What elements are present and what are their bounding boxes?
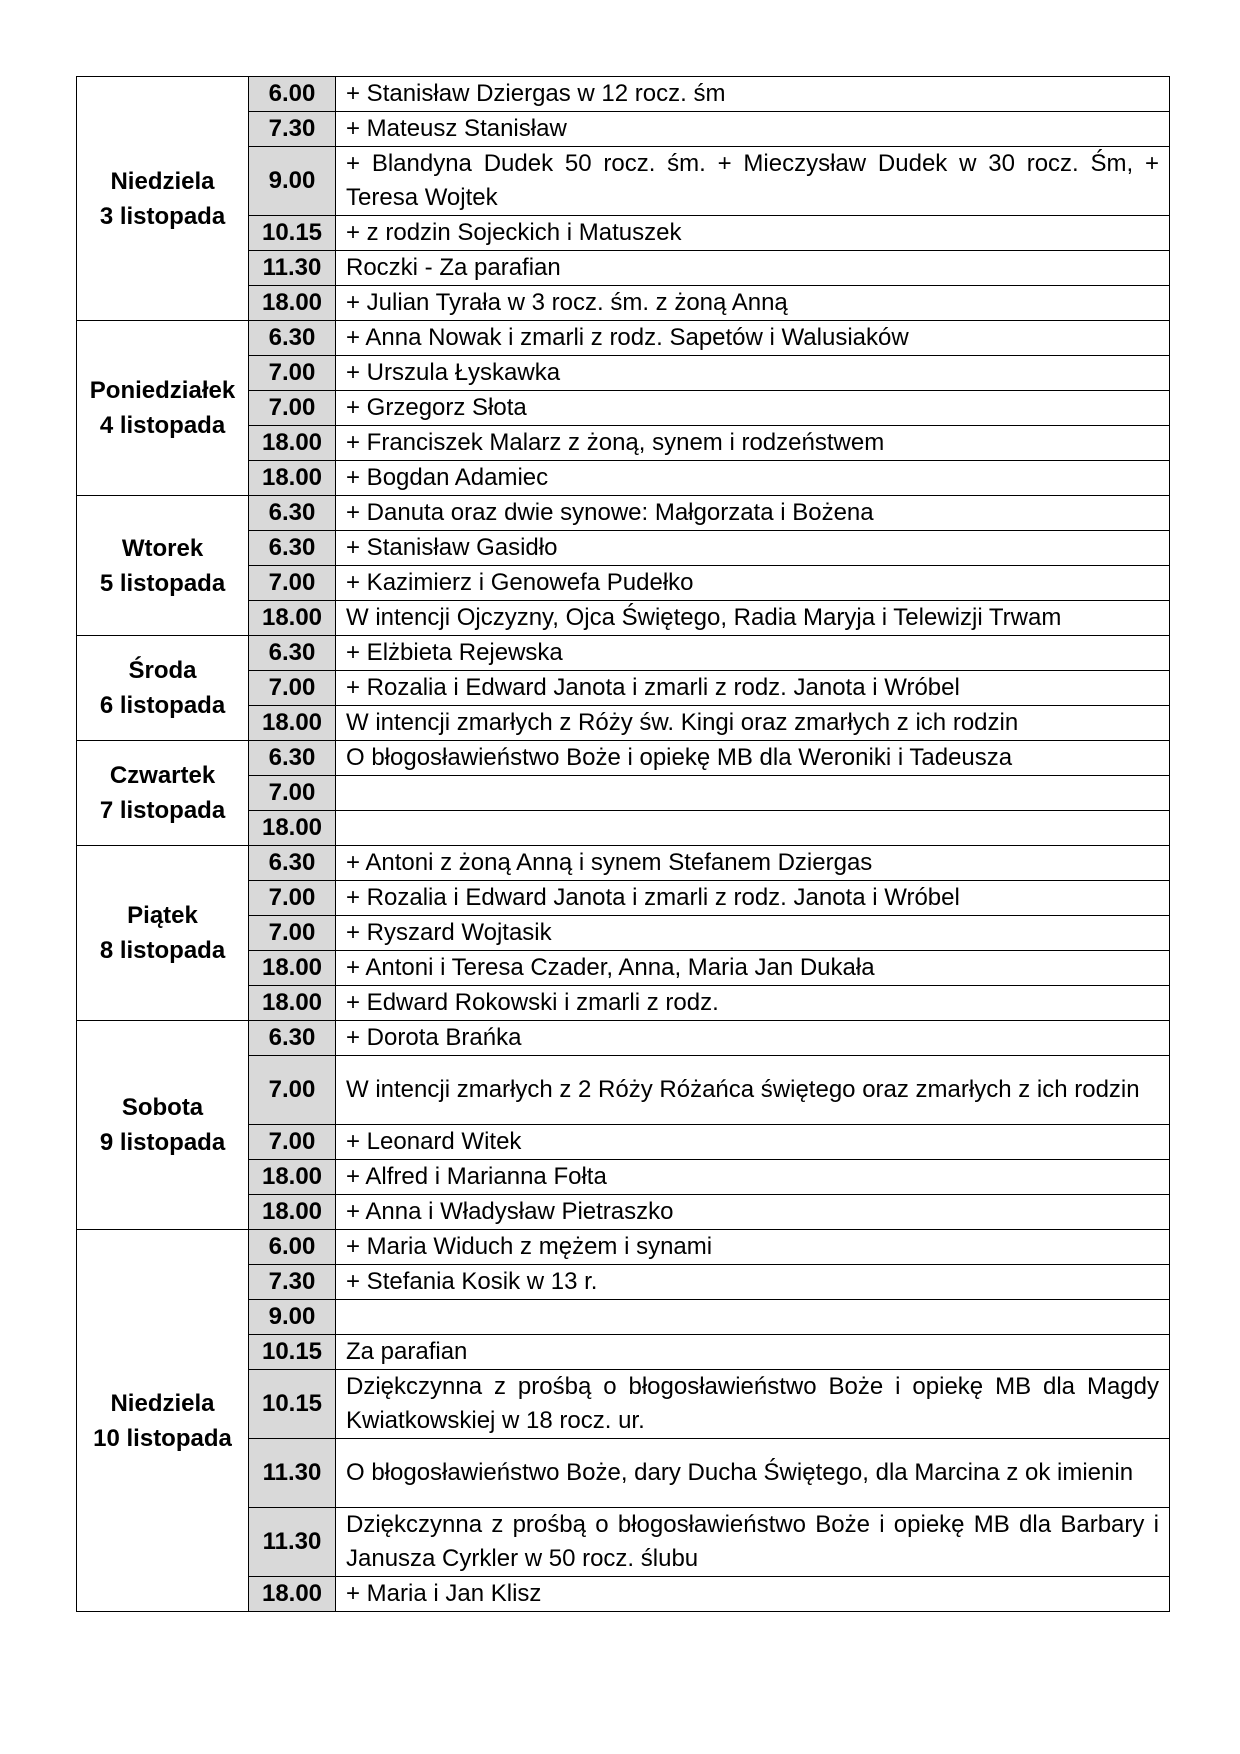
mass-intention: O błogosławieństwo Boże, dary Ducha Świętego, dla Marcina z ok imienin (336, 1439, 1170, 1508)
mass-time: 18.00 (249, 601, 336, 636)
mass-time: 7.00 (249, 776, 336, 811)
mass-intention: + Alfred i Marianna Fołta (336, 1160, 1170, 1195)
mass-time: 10.15 (249, 1335, 336, 1370)
day-cell (77, 321, 249, 496)
mass-intention: + Edward Rokowski i zmarli z rodz. (336, 986, 1170, 1021)
mass-time: 7.00 (249, 1056, 336, 1125)
mass-time: 7.30 (249, 112, 336, 147)
mass-intention: Dziękczynna z prośbą o błogosławieństwo Boże i opiekę MB dla Magdy Kwiatkowskiej w 18 rocz. ur. (336, 1370, 1170, 1439)
mass-time: 7.00 (249, 881, 336, 916)
mass-time: 18.00 (249, 461, 336, 496)
mass-intention: + Dorota Brańka (336, 1021, 1170, 1056)
mass-intention: + Leonard Witek (336, 1125, 1170, 1160)
day-date: 9 listopada (99, 1129, 226, 1156)
mass-time: 11.30 (249, 251, 336, 286)
mass-intention: Roczki - Za parafian (336, 251, 1170, 286)
mass-intention: O błogosławieństwo Boże i opiekę MB dla Weroniki i Tadeusza (336, 741, 1170, 776)
day-name: Środa (128, 657, 197, 684)
mass-intention: + Urszula Łyskawka (336, 356, 1170, 391)
mass-time: 6.30 (249, 846, 336, 881)
mass-intention: + z rodzin Sojeckich i Matuszek (336, 216, 1170, 251)
mass-row (77, 741, 1170, 776)
mass-time: 18.00 (249, 986, 336, 1021)
mass-intention: + Bogdan Adamiec (336, 461, 1170, 496)
mass-time: 6.30 (249, 1021, 336, 1056)
mass-time: 18.00 (249, 426, 336, 461)
day-cell (77, 496, 249, 636)
mass-intention: + Stanisław Dziergas w 12 rocz. śm (336, 77, 1170, 112)
mass-time: 6.30 (249, 531, 336, 566)
mass-intention (336, 811, 1170, 846)
mass-intention: + Anna Nowak i zmarli z rodz. Sapetów i Walusiaków (336, 321, 1170, 356)
day-date: 4 listopada (99, 412, 226, 439)
mass-time: 18.00 (249, 811, 336, 846)
mass-intention (336, 776, 1170, 811)
mass-intention: + Julian Tyrała w 3 rocz. śm. z żoną Anną (336, 286, 1170, 321)
mass-time: 18.00 (249, 1577, 336, 1612)
day-cell (77, 77, 249, 321)
mass-time: 10.15 (249, 1370, 336, 1439)
mass-time: 6.30 (249, 321, 336, 356)
mass-intention: + Mateusz Stanisław (336, 112, 1170, 147)
mass-time: 7.00 (249, 671, 336, 706)
mass-row (77, 321, 1170, 356)
day-name: Piątek (127, 902, 198, 929)
mass-time: 18.00 (249, 1195, 336, 1230)
mass-intention: + Elżbieta Rejewska (336, 636, 1170, 671)
mass-time: 11.30 (249, 1508, 336, 1577)
mass-intention: W intencji zmarłych z Róży św. Kingi oraz zmarłych z ich rodzin (336, 706, 1170, 741)
day-date: 6 listopada (99, 692, 226, 719)
mass-time: 10.15 (249, 216, 336, 251)
mass-intention: + Stefania Kosik w 13 r. (336, 1265, 1170, 1300)
day-date: 8 listopada (99, 937, 226, 964)
mass-time: 9.00 (249, 1300, 336, 1335)
mass-row (77, 77, 1170, 112)
day-date: 7 listopada (99, 797, 226, 824)
mass-time: 18.00 (249, 951, 336, 986)
mass-schedule-table (76, 76, 1170, 1612)
mass-time: 6.00 (249, 77, 336, 112)
mass-intention: + Antoni z żoną Anną i synem Stefanem Dziergas (336, 846, 1170, 881)
day-cell (77, 741, 249, 846)
mass-time: 7.30 (249, 1265, 336, 1300)
day-name: Poniedziałek (89, 377, 236, 404)
mass-time: 6.00 (249, 1230, 336, 1265)
mass-time: 7.00 (249, 356, 336, 391)
day-name: Sobota (121, 1094, 204, 1121)
day-cell (77, 1230, 249, 1612)
day-date: 5 listopada (99, 569, 226, 597)
mass-intention: Za parafian (336, 1335, 1170, 1370)
mass-time: 9.00 (249, 147, 336, 216)
mass-schedule-body (77, 77, 1170, 1612)
mass-time: 7.00 (249, 1125, 336, 1160)
mass-intention: + Antoni i Teresa Czader, Anna, Maria Jan Dukała (336, 951, 1170, 986)
mass-time: 18.00 (249, 286, 336, 321)
mass-intention: + Kazimierz i Genowefa Pudełko (336, 566, 1170, 601)
mass-intention: Dziękczynna z prośbą o błogosławieństwo Boże i opiekę MB dla Barbary i Janusza Cyrkler w 50 rocz. ślubu (336, 1508, 1170, 1577)
day-name: Niedziela (110, 1389, 215, 1417)
day-name: Wtorek (121, 534, 204, 562)
day-date: 3 listopada (99, 202, 226, 230)
mass-time: 6.30 (249, 496, 336, 531)
mass-time: 18.00 (249, 1160, 336, 1195)
day-cell (77, 636, 249, 741)
mass-intention: + Maria i Jan Klisz (336, 1577, 1170, 1612)
mass-row (77, 846, 1170, 881)
mass-row (77, 496, 1170, 531)
mass-intention: + Rozalia i Edward Janota i zmarli z rodz. Janota i Wróbel (336, 671, 1170, 706)
day-name: Czwartek (109, 762, 216, 789)
mass-time: 11.30 (249, 1439, 336, 1508)
mass-intention: + Blandyna Dudek 50 rocz. śm. + Mieczysław Dudek w 30 rocz. Śm, + Teresa Wojtek (336, 147, 1170, 216)
mass-time: 18.00 (249, 706, 336, 741)
mass-intention: + Danuta oraz dwie synowe: Małgorzata i Bożena (336, 496, 1170, 531)
mass-intention: + Ryszard Wojtasik (336, 916, 1170, 951)
day-name: Niedziela (110, 167, 215, 195)
mass-intention: + Maria Widuch z mężem i synami (336, 1230, 1170, 1265)
mass-row (77, 1230, 1170, 1265)
mass-row (77, 636, 1170, 671)
day-date: 10 listopada (93, 1424, 232, 1452)
mass-intention: + Franciszek Malarz z żoną, synem i rodzeństwem (336, 426, 1170, 461)
mass-intention: W intencji Ojczyzny, Ojca Świętego, Radia Maryja i Telewizji Trwam (336, 601, 1170, 636)
mass-time: 6.30 (249, 741, 336, 776)
mass-intention (336, 1300, 1170, 1335)
mass-time: 7.00 (249, 391, 336, 426)
mass-intention: + Anna i Władysław Pietraszko (336, 1195, 1170, 1230)
day-cell (77, 1021, 249, 1230)
mass-intention: W intencji zmarłych z 2 Róży Różańca świętego oraz zmarłych z ich rodzin (336, 1056, 1170, 1125)
mass-time: 7.00 (249, 916, 336, 951)
mass-row (77, 1021, 1170, 1056)
mass-intention: + Rozalia i Edward Janota i zmarli z rodz. Janota i Wróbel (336, 881, 1170, 916)
mass-intention: + Grzegorz Słota (336, 391, 1170, 426)
day-cell (77, 846, 249, 1021)
mass-time: 7.00 (249, 566, 336, 601)
mass-time: 6.30 (249, 636, 336, 671)
mass-intention: + Stanisław Gasidło (336, 531, 1170, 566)
